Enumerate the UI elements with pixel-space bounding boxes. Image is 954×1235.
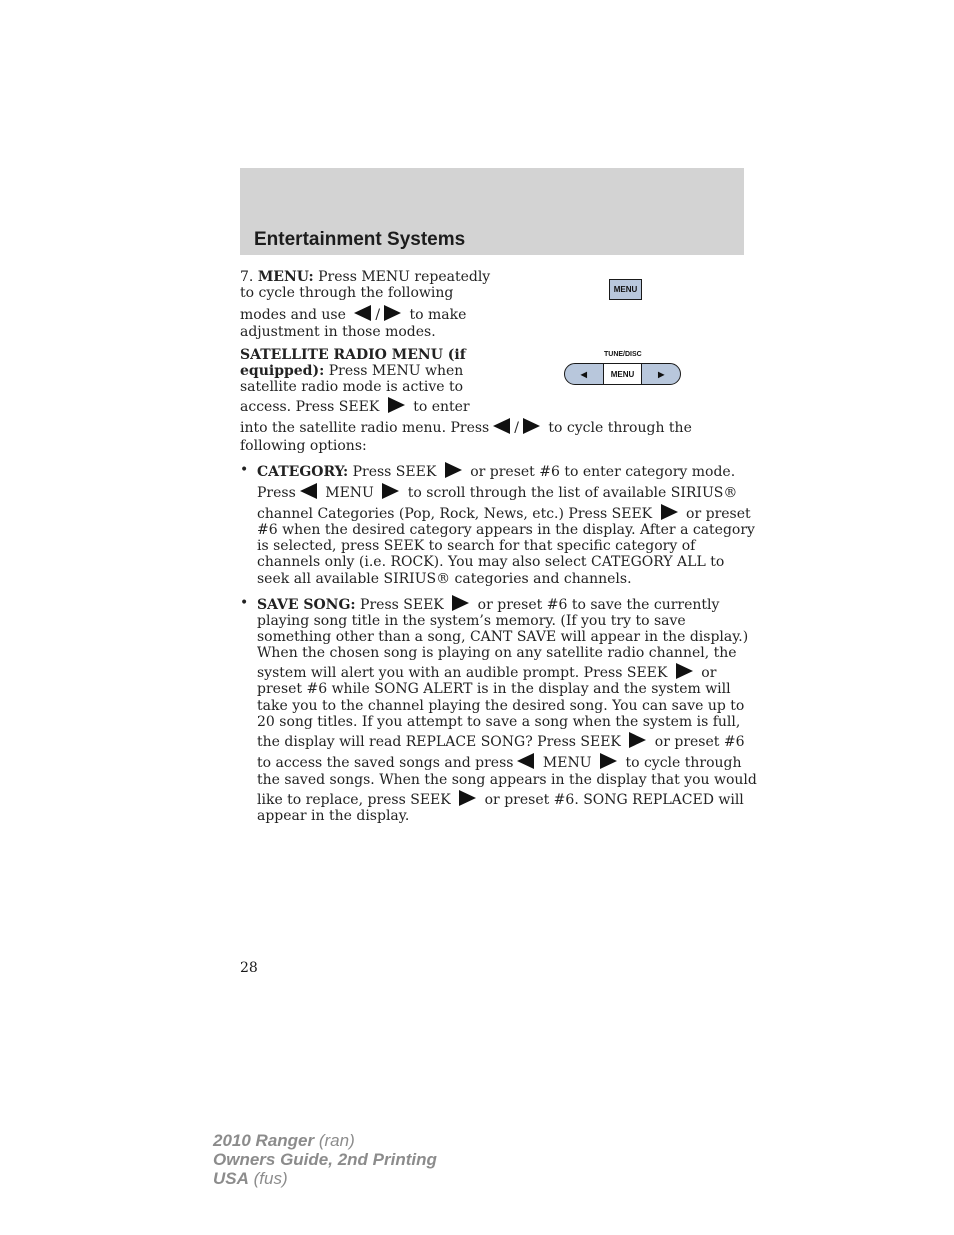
text-line [257,663,716,682]
satellite-heading: equipped): [240,363,325,379]
footer-line [213,1169,437,1188]
text-fragment: or preset #6 to save the currently [477,597,720,613]
text-fragment: to cycle through [625,755,742,771]
text-line [240,305,466,324]
tune-disc-label: TUNE/DISC [604,351,642,358]
text-fragment: or preset #6 to enter category mode. [470,464,736,480]
text-line [240,397,470,416]
footer-market: USA [213,1169,249,1188]
bullet-icon: • [240,595,249,611]
footer-line [213,1131,437,1150]
text-line [257,790,744,809]
text-line: 20 song titles. If you attempt to save a song when the system is full, [257,714,741,730]
right-arrow-icon [388,397,405,413]
text-line: #6 when the desired category appears in the display. After a category [257,522,755,538]
right-arrow-icon [523,418,540,434]
text-line: is selected, press SEEK to search for that specific category of [257,538,696,554]
text-fragment: system will alert you with an audible prompt. Press SEEK [257,665,668,681]
text-line: When the chosen song is playing on any satellite radio channel, the [257,645,737,661]
footer-model: 2010 Ranger [213,1131,315,1150]
text-line: satellite radio mode is active to [240,379,464,395]
right-arrow-icon [382,483,399,499]
footer-line [213,1150,437,1169]
menu-button-illustration: MENU [609,279,642,300]
text-line: something other than a song, CANT SAVE will appear in the display.) [257,629,749,645]
text-fragment: into the satellite radio menu. Press [240,420,490,436]
right-arrow-icon [384,305,401,321]
text-line [257,483,737,502]
text-fragment: Press SEEK [352,464,437,480]
bullet-icon: • [240,462,249,478]
tune-left-arrow-icon: ◀ [580,369,587,379]
menu-label: MENU: [257,269,314,285]
text-fragment: Press MENU when [328,363,464,379]
left-arrow-icon [354,305,371,321]
text-fragment: or preset #6 [654,734,745,750]
text-line [257,462,735,481]
tune-disc-control-illustration [564,363,681,385]
page-number: 28 [240,960,258,976]
tune-right-arrow-icon: ▶ [658,369,665,379]
text-line [240,418,692,437]
text-line: Press MENU repeatedly [318,269,491,285]
text-fragment: to cycle through the [548,420,692,436]
text-line [240,347,466,364]
text-fragment: modes and use [240,307,346,323]
text-fragment: access. Press SEEK [240,399,380,415]
text-fragment: Press SEEK [360,597,444,613]
section-header-band [240,168,744,255]
right-arrow-icon [452,595,469,611]
text-line: adjustment in those modes. [240,324,436,340]
footer-guide: Owners Guide, 2nd Printing [213,1150,437,1169]
left-arrow-icon [517,753,534,769]
document-footer [213,1131,437,1188]
text-line: appear in the display. [257,808,410,824]
right-arrow-icon [600,753,617,769]
footer-code: (ran) [318,1131,355,1150]
slash: / [514,420,519,436]
text-line: the saved songs. When the song appears in the display that you would [257,772,757,788]
right-arrow-icon [676,663,693,679]
text-line: take you to the channel playing the desired song. You can save up to [257,698,745,714]
text-fragment: channel Categories (Pop, Rock, News, etc.) Press SEEK [257,506,653,522]
left-arrow-icon [493,418,510,434]
text-fragment: to scroll through the list of available SIRIUS® [407,485,738,501]
text-fragment: or [701,665,717,681]
tune-menu-label: MENU [603,364,643,384]
text-line [257,504,751,523]
text-fragment: Press [257,485,296,501]
text-fragment: or preset #6. SONG REPLACED will [484,792,744,808]
text-line [257,595,719,614]
text-fragment: to make [409,307,467,323]
right-arrow-icon [459,790,476,806]
text-line: channels only (i.e. ROCK). You may also select CATEGORY ALL to [257,554,725,570]
right-arrow-icon [445,462,462,478]
item-number: 7. [240,269,254,285]
slash: / [375,307,381,323]
text-fragment: MENU [325,485,374,501]
footer-code: (fus) [253,1169,288,1188]
text-fragment: MENU [542,755,592,771]
text-line: seek all available SIRIUS® categories and channels. [257,571,632,587]
text-line: following options: [240,438,367,454]
text-fragment: like to replace, press SEEK [257,792,451,808]
category-label: CATEGORY: [257,464,349,480]
text-fragment: the display will read REPLACE SONG? Press SEEK [257,734,621,750]
right-arrow-icon [661,504,678,520]
section-title: Entertainment Systems [254,229,466,250]
right-arrow-icon [629,732,646,748]
text-fragment: to access the saved songs and press [257,755,514,771]
text-line [257,732,745,751]
left-arrow-icon [300,483,317,499]
save-song-label: SAVE SONG: [257,597,356,613]
text-fragment: or preset [686,506,751,522]
satellite-heading: SATELLITE RADIO MENU (if [240,347,466,363]
text-fragment: to enter [413,399,470,415]
text-line [240,363,463,380]
text-line [257,753,742,772]
text-line: playing song title in the system’s memory. (If you try to save [257,613,686,629]
text-line: to cycle through the following [240,285,454,301]
text-line: preset #6 while SONG ALERT is in the display and the system will [257,681,731,697]
